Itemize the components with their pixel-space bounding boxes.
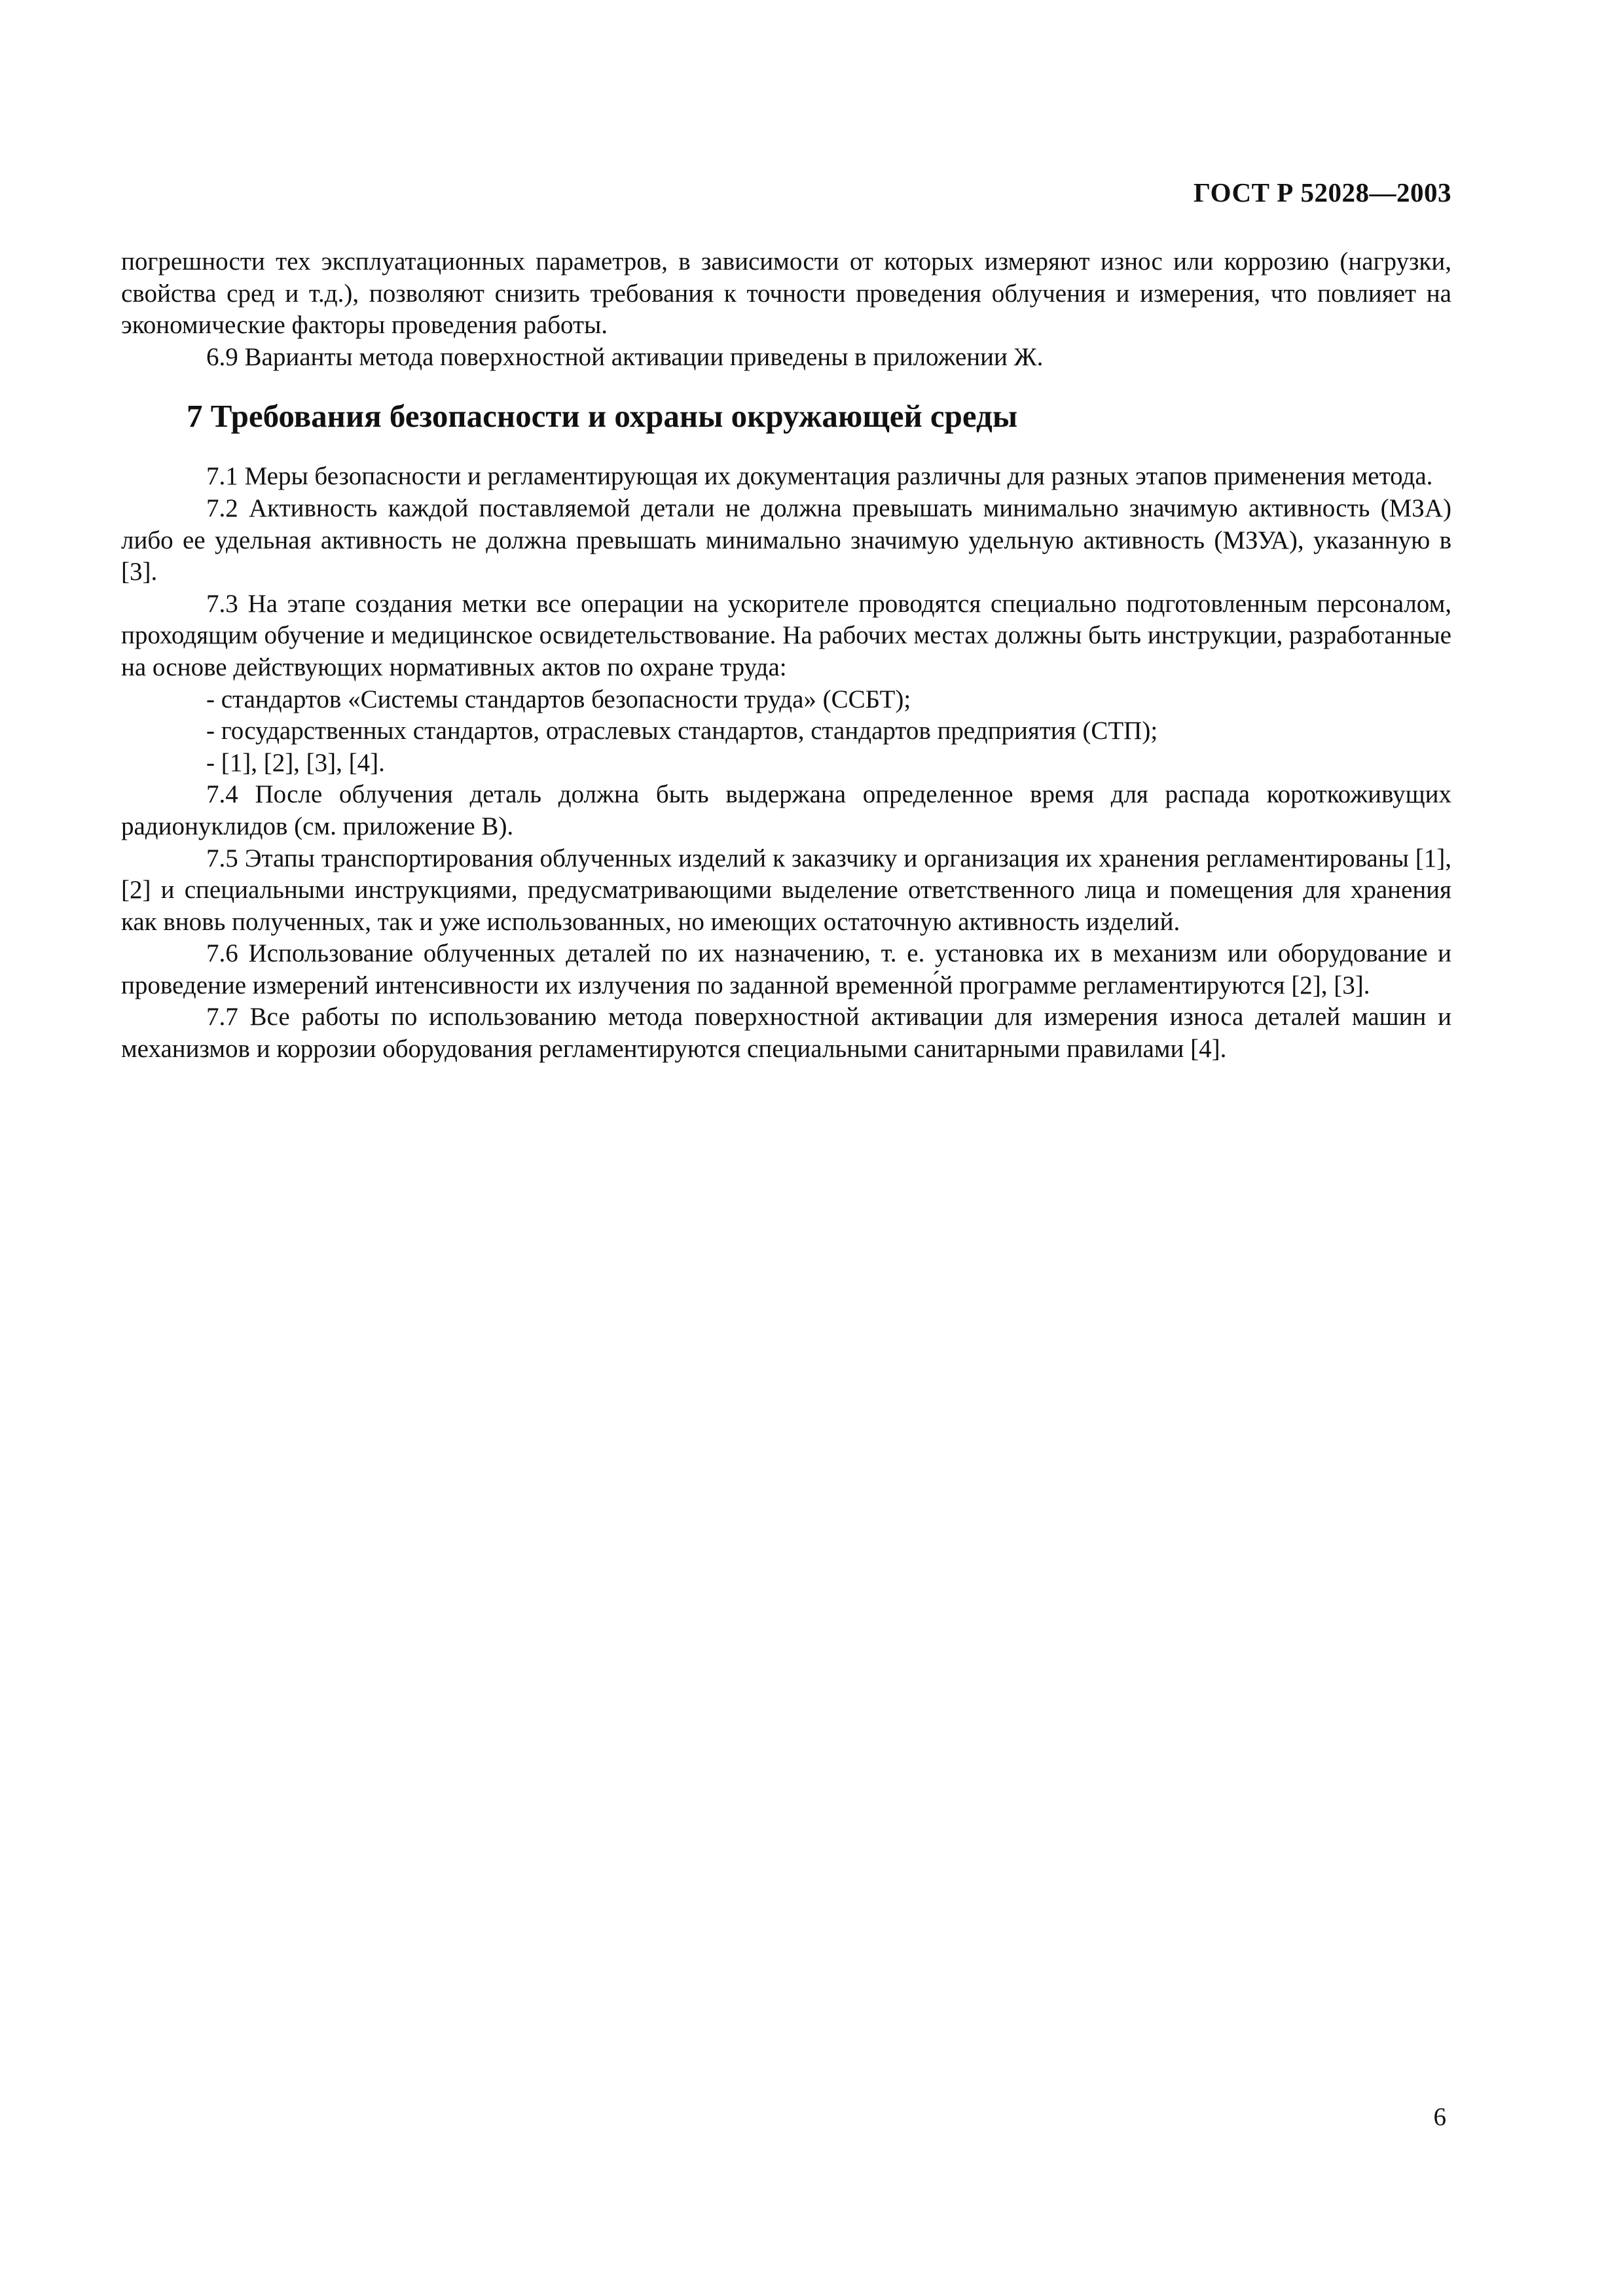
paragraph-6-8-continuation: погрешности тех эксплуатационных параметров, в зависимости от которых измеряют износ или коррозию (нагрузки, свойства сред и т.д.), позволяют снизить требования к точности проведения облучения и измерения, что повлияет на экономические факторы проведения работы.	[121, 247, 1451, 340]
section-7-heading: 7 Требования безопасности и охраны окружающей среды	[187, 398, 1018, 435]
paragraph-7-4: 7.4 После облучения деталь должна быть выдержана определенное время для распада короткоживущих радионуклидов (см. приложение В).	[121, 780, 1451, 840]
paragraph-7-7: 7.7 Все работы по использованию метода поверхностной активации для измерения износа деталей машин и механизмов и коррозии оборудования регламентируются специальными санитарными правилами [4].	[121, 1003, 1451, 1064]
list-item: - стандартов «Системы стандартов безопасности труда» (ССБТ);	[206, 685, 911, 713]
paragraph-7-6: 7.6 Использование облученных деталей по их назначению, т. е. установка их в механизм или оборудование и проведение измерений интенсивности их излучения по заданной временно́й программе регламентируются [2], [3].	[121, 939, 1451, 999]
paragraph-7-3: 7.3 На этапе создания метки все операции на ускорителе проводятся специально подготовленным персоналом, проходящим обучение и медицинское освидетельствование. На рабочих местах должны быть инструкции, разработанные на основе действующих нормативных актов по охране труда:	[121, 589, 1451, 681]
paragraph-7-5: 7.5 Этапы транспортирования облученных изделий к заказчику и организация их хранения регламентированы [1], [2] и специальными инструкциями, предусматривающими выделение ответственного лица и помещения для хранения как вновь полученных, так и уже использованных, но имеющих остаточную активность изделий.	[121, 844, 1451, 936]
page-number: 6	[1433, 2103, 1446, 2131]
page-body	[121, 246, 1451, 1066]
list-item: - государственных стандартов, отраслевых стандартов, стандартов предприятия (СТП);	[206, 717, 1158, 745]
standard-code: ГОСТ Р 52028—2003	[1194, 177, 1451, 207]
list-item: - [1], [2], [3], [4].	[206, 748, 385, 777]
paragraph-6-9: 6.9 Варианты метода поверхностной активации приведены в приложении Ж.	[206, 342, 1044, 371]
paragraph-7-2: 7.2 Активность каждой поставляемой детали не должна превышать минимально значимую активность (МЗА) либо ее удельная активность не должна превышать минимально значимую удельную активность (МЗУА), указанную в [3].	[121, 493, 1451, 586]
paragraph-7-1: 7.1 Меры безопасности и регламентирующая их документация различны для разных этапов применения метода.	[206, 462, 1433, 491]
